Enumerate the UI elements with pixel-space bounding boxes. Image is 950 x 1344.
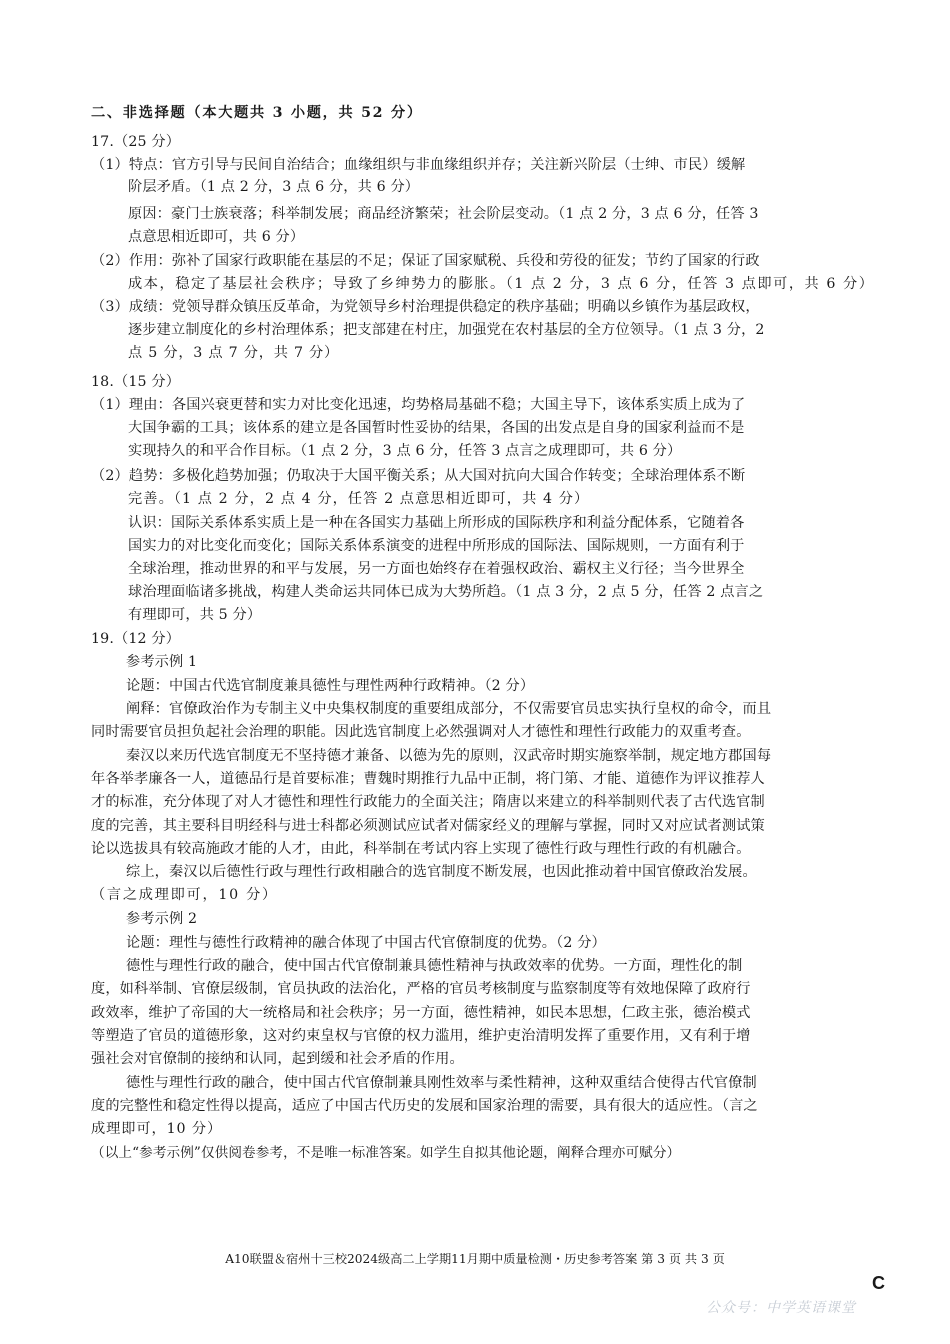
- grading-note: （以上“参考示例”仅供阅卷参考，不是唯一标准答案。如学生自拟其他论题，阐释合理亦可赋分）: [91, 1145, 681, 1161]
- answer-line: 阶层矛盾。（1 点 2 分，3 点 6 分，共 6 分）: [128, 179, 420, 195]
- answer-line: 德性与理性行政的融合，使中国古代官僚制兼具德性精神与执政效率的优势。一方面，理性化的制: [126, 958, 743, 974]
- answer-line: （1）特点：官方引导与民间自治结合；血缘组织与非血缘组织并存；关注新兴阶层（士绅、市民）缓解: [91, 157, 746, 173]
- answer-line: 年各举孝廉各一人，道德品行是首要标准；曹魏时期推行九品中正制，将门第、才能、道德作为评议推荐人: [91, 771, 765, 787]
- answer-line: 论题：中国古代选官制度兼具德性与理性两种行政精神。（2 分）: [126, 678, 535, 694]
- answer-line: 政效率，维护了帝国的大一统格局和社会秩序；另一方面，德性精神，如民本思想，仁政主张，德治模式: [91, 1005, 751, 1021]
- answer-line: 等塑造了官员的道德形象，这对约束皇权与官僚的权力滥用，维护吏治清明发挥了重要作用，又有利于增: [91, 1028, 751, 1044]
- answer-line: （2）趋势：多极化趋势加强；仍取决于大国平衡关系；从大国对抗向大国合作转变；全球治理体系不断: [91, 468, 746, 484]
- example-title: 参考示例 2: [126, 911, 198, 927]
- answer-line: 度，如科举制、官僚层级制，官员执政的法治化，严格的官员考核制度与监察制度等有效地保障了政府行: [91, 981, 751, 997]
- answer-line: 大国争霸的工具；该体系的建立是各国暂时性妥协的结果，各国的出发点是自身的国家利益而不是: [128, 420, 745, 436]
- answer-line: 德性与理性行政的融合，使中国古代官僚制兼具刚性效率与柔性精神，这种双重结合使得古代官僚制: [126, 1075, 757, 1091]
- answer-line: 国实力的对比变化而变化；国际关系体系演变的进程中所形成的国际法、国际规则，一方面有利于: [128, 538, 745, 554]
- answer-line: 综上，秦汉以后德性行政与理性行政相融合的选官制度不断发展，也因此推动着中国官僚政治发展。: [126, 864, 757, 880]
- answer-line: 全球治理，推动世界的和平与发展，另一方面也始终存在着强权政治、霸权主义行径；当今世界全: [128, 561, 745, 577]
- answer-line: 认识：国际关系体系实质上是一种在各国实力基础上所形成的国际秩序和利益分配体系，它随着各: [128, 515, 745, 531]
- watermark: 公众号：中学英语课堂: [706, 1300, 856, 1316]
- answer-line: 有理即可，共 5 分）: [128, 607, 262, 623]
- answer-line: 度的完善，其主要科目明经科与进士科都必须测试应试者对儒家经义的理解与掌握，同时又对应试者测试策: [91, 818, 765, 834]
- answer-line: 点 5 分，3 点 7 分，共 7 分）: [128, 345, 339, 361]
- answer-line: 点意思相近即可，共 6 分）: [128, 229, 305, 245]
- answer-line: 成本，稳定了基层社会秩序；导致了乡绅势力的膨胀。（1 点 2 分，3 点 6 分，任答 3 点即可，共 6 分）: [128, 276, 875, 292]
- answer-line: 成理即可，10 分）: [91, 1121, 223, 1137]
- answer-line: 秦汉以来历代选官制度无不坚持德才兼备、以德为先的原则，汉武帝时期实施察举制，规定地方郡国每: [126, 748, 772, 764]
- answer-line: 完善。（1 点 2 分，2 点 4 分，任答 2 点意思相近即可，共 4 分）: [128, 491, 590, 507]
- answer-line: （言之成理即可，10 分）: [91, 887, 278, 903]
- answer-line: （3）成绩：党领导群众镇压反革命，为党领导乡村治理提供稳定的秩序基础；明确以乡镇作为基层政权，: [91, 299, 760, 315]
- answer-line: （2）作用：弥补了国家行政职能在基层的不足；保证了国家赋税、兵役和劳役的征发；节约了国家的行政: [91, 253, 760, 269]
- answer-line: 同时需要官员担负起社会治理的职能。因此选官制度上必然强调对人才德性和理性行政能力的双重考查。: [91, 724, 751, 740]
- answer-line: 阐释：官僚政治作为专制主义中央集权制度的重要组成部分，不仅需要官员忠实执行皇权的命令，而且: [126, 701, 772, 717]
- answer-line: 强社会对官僚制的接纳和认同，起到缓和社会矛盾的作用。: [91, 1051, 464, 1067]
- answer-line: 论题：理性与德性行政精神的融合体现了中国古代官僚制度的优势。（2 分）: [126, 935, 606, 951]
- answer-line: 才的标准，充分体现了对人才德性和理性行政能力的全面关注；隋唐以来建立的科举制则代表了古代选官制: [91, 794, 765, 810]
- answer-line: （1）理由：各国兴衰更替和实力对比变化迅速，均势格局基础不稳；大国主导下，该体系实质上成为了: [91, 397, 746, 413]
- section-title: 二、非选择题（本大题共 3 小题，共 52 分）: [91, 105, 423, 121]
- example-title: 参考示例 1: [126, 654, 198, 670]
- answer-line: 实现持久的和平合作目标。（1 点 2 分，3 点 6 分，任答 3 点言之成理即可，共 6 分）: [128, 443, 682, 459]
- answer-line: 原因：豪门士族衰落；科举制发展；商品经济繁荣；社会阶层变动。（1 点 2 分，3 点 6 分，任答 3: [128, 206, 759, 222]
- answer-line: 度的完整性和稳定性得以提高，适应了中国古代历史的发展和国家治理的需要，具有很大的适应性。（言之: [91, 1098, 758, 1114]
- answer-line: 论以选拔具有较高施政才能的人才，由此，科举制在考试内容上实现了德性行政与理性行政的有机融合。: [91, 841, 751, 857]
- question-17-heading: 17.（25 分）: [91, 134, 181, 150]
- answer-line: 逐步建立制度化的乡村治理体系；把支部建在村庄，加强党在农村基层的全方位领导。（1 点 3 分，2: [128, 322, 765, 338]
- version-mark: C: [872, 1273, 885, 1293]
- question-19-heading: 19.（12 分）: [91, 631, 181, 647]
- question-18-heading: 18.（15 分）: [91, 374, 181, 390]
- page-footer: A10联盟＆宿州十三校2024级高二上学期11月期中质量检测・历史参考答案 第 3 页 共 3 页: [225, 1252, 725, 1266]
- answer-line: 球治理面临诸多挑战，构建人类命运共同体已成为大势所趋。（1 点 3 分，2 点 5 分，任答 2 点言之: [128, 584, 764, 600]
